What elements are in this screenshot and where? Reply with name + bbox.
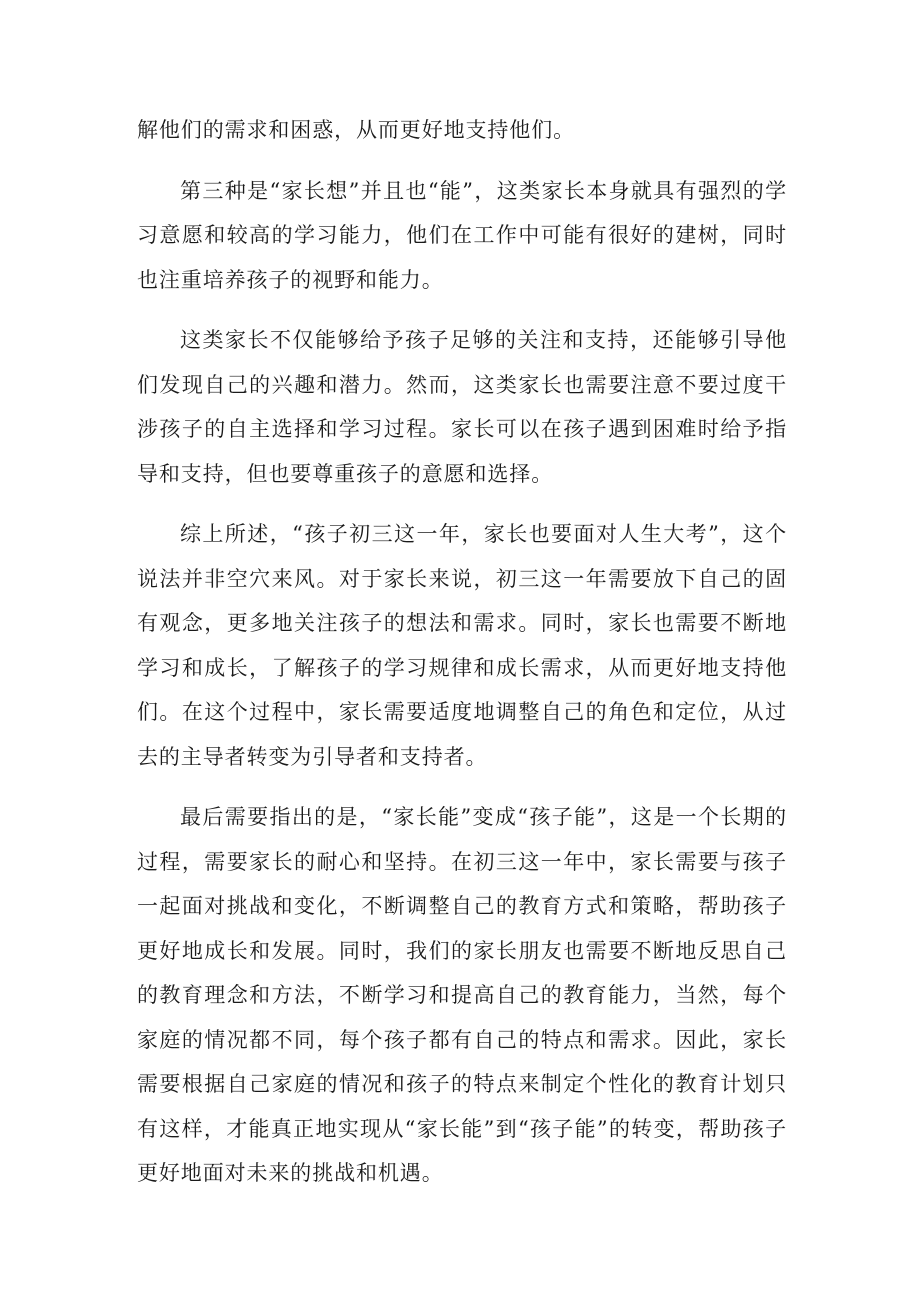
paragraph-third-type-detail: 这类家长不仅能够给予孩子足够的关注和支持，还能够引导他们发现自己的兴趣和潜力。然而，这类家长也需要注意不要过度干涉孩子的自主选择和学习过程。家长可以在孩子遇到困难时给予指导和支持，但也要尊重孩子的意愿和选择。	[137, 328, 787, 486]
paragraph-conclusion: 最后需要指出的是，“家长能”变成“孩子能”，这是一个长期的过程，需要家长的耐心和坚持。在初三这一年中，家长需要与孩子一起面对挑战和变化，不断调整自己的教育方式和策略，帮助孩子更好地成长和发展。同时，我们的家长朋友也需要不断地反思自己的教育理念和方法，不断学习和提高自己的教育能力，当然，每个家庭的情况都不同，每个孩子都有自己的特点和需求。因此，家长需要根据自己家庭的情况和孩子的特点来制定个性化的教育计划只有这样，才能真正地实现从“家长能”到“孩子能”的转变，帮助孩子更好地面对未来的挑战和机遇。	[137, 805, 787, 1185]
paragraph-summary: 综上所述，“孩子初三这一年，家长也要面对人生大考”，这个说法并非空穴来风。对于家长来说，初三这一年需要放下自己的固有观念，更多地关注孩子的想法和需求。同时，家长也需要不断地学习和成长，了解孩子的学习规律和成长需求，从而更好地支持他们。在这个过程中，家长需要适度地调整自己的角色和定位，从过去的主导者转变为引导者和支持者。	[137, 522, 787, 769]
paragraph-continuation: 解他们的需求和困惑，从而更好地支持他们。	[137, 118, 575, 142]
paragraph-third-type: 第三种是“家长想”并且也“能”，这类家长本身就具有强烈的学习意愿和较高的学习能力，他们在工作中可能有很好的建树，同时也注重培养孩子的视野和能力。	[137, 178, 787, 292]
document-page	[137, 108, 787, 1212]
